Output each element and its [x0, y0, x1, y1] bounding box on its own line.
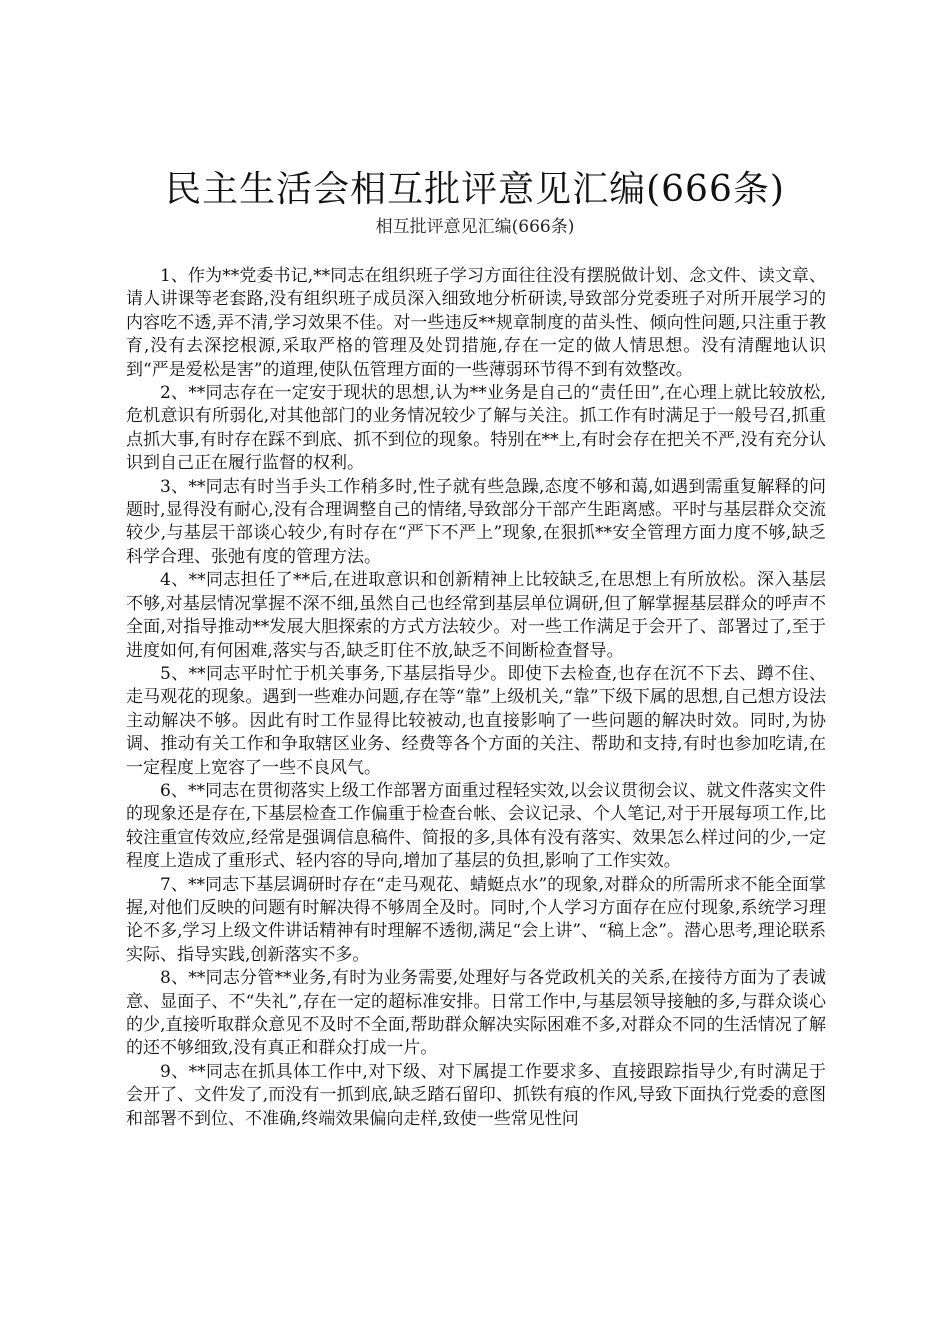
document-subtitle: 相互批评意见汇编(666条): [375, 217, 575, 237]
paragraph-1: 1、作为**党委书记,**同志在组织班子学习方面往往没有摆脱做计划、念文件、读文章、请人讲课等老套路,没有组织班子成员深入细致地分析研读,导致部分党委班子对所开展学习的内容吃不透,弄不清,学习效果不佳。对一些违反**规章制度的苗头性、倾向性问题,只注重于教育,没有去深挖根源,采取严格的管理及处罚措施,存在一定的做人情思想。没有清醒地认识到“严是爱松是害”的道理,使队伍管理方面的一些薄弱环节得不到有效整改。: [126, 266, 826, 380]
document-body: [126, 265, 826, 1131]
document-title: 民主生活会相互批评意见汇编(666条): [165, 169, 785, 210]
paragraph-2: 2、**同志存在一定安于现状的思想,认为**业务是自己的“责任田”,在心理上就比较放松,危机意识有所弱化,对其他部门的业务情况较少了解与关注。抓工作有时满足于一般号召,抓重点抓大事,有时存在踩不到底、抓不到位的现象。特别在**上,有时会存在把关不严,没有充分认识到自己正在履行监督的权利。: [126, 383, 826, 474]
paragraph-7: 7、**同志下基层调研时存在“走马观花、蜻蜓点水”的现象,对群众的所需所求不能全面掌握,对他们反映的问题有时解决得不够周全及时。同时,个人学习方面存在应付现象,系统学习理论不多,学习上级文件讲话精神有时理解不透彻,满足“会上讲”、“稿上念”。潜心思考,理论联系实际、指导实践,创新落实不多。: [126, 874, 826, 965]
paragraph-8: 8、**同志分管**业务,有时为业务需要,处理好与各党政机关的关系,在接待方面为了表诚意、显面子、不“失礼”,存在一定的超标准安排。日常工作中,与基层领导接触的多,与群众谈心的少,直接听取群众意见不及时不全面,帮助群众解决实际困难不多,对群众不同的生活情况了解的还不够细致,没有真正和群众打成一片。: [126, 968, 826, 1059]
paragraph-4: 4、**同志担任了**后,在进取意识和创新精神上比较缺乏,在思想上有所放松。深入基层不够,对基层情况掌握不深不细,虽然自己也经常到基层单位调研,但了解掌握基层群众的呼声不全面,对指导推动**发展大胆探索的方式方法较少。对一些工作满足于会开了、部署过了,至于进度如何,有何困难,落实与否,缺乏盯住不放,缺乏不间断检查督导。: [126, 570, 826, 661]
paragraph-6: 6、**同志在贯彻落实上级工作部署方面重过程轻实效,以会议贯彻会议、就文件落实文件的现象还是存在,下基层检查工作偏重于检查台帐、会议记录、个人笔记,对于开展每项工作,比较注重宣传效应,经常是强调信息稿件、简报的多,具体有没有落实、效果怎么样过问的少,一定程度上造成了重形式、轻内容的导向,增加了基层的负担,影响了工作实效。: [126, 780, 826, 872]
paragraph-3: 3、**同志有时当手头工作稍多时,性子就有些急躁,态度不够和蔼,如遇到需重复解释的问题时,显得没有耐心,没有合理调整自己的情绪,导致部分干部产生距离感。平时与基层群众交流较少,与基层干部谈心较少,有时存在“严下不严上”现象,在狠抓**安全管理方面力度不够,缺乏科学合理、张弛有度的管理方法。: [126, 476, 826, 567]
paragraph-9: 9、**同志在抓具体工作中,对下级、对下属提工作要求多、直接跟踪指导少,有时满足于会开了、文件发了,而没有一抓到底,缺乏踏石留印、抓铁有痕的作风,导致下面执行党委的意图和部署不到位、不准确,终端效果偏向走样,致使一些常见性问: [126, 1061, 826, 1129]
paragraph-5: 5、**同志平时忙于机关事务,下基层指导少。即使下去检查,也存在沉不下去、蹲不住、走马观花的现象。遇到一些难办问题,存在等“靠”上级机关,“靠”下级下属的思想,自己想方设法主动解决不够。因此有时工作显得比较被动,也直接影响了一些问题的解决时效。同时,为协调、推动有关工作和争取辖区业务、经费等各个方面的关注、帮助和支持,有时也参加吃请,在一定程度上宽容了一些不良风气。: [126, 663, 826, 778]
